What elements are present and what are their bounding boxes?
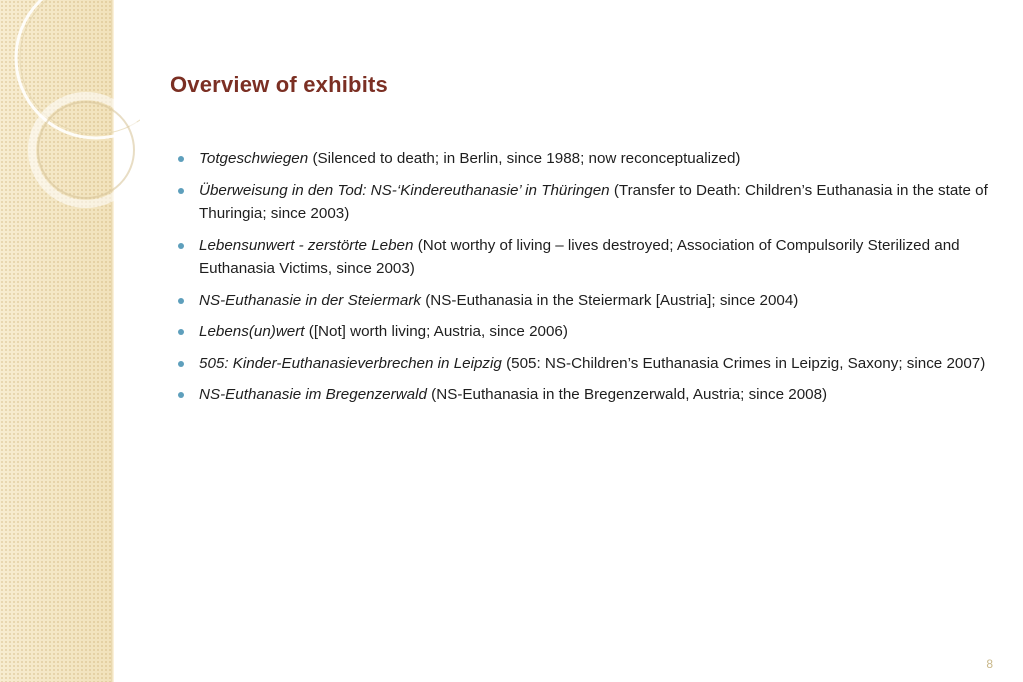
exhibit-description: (Not worthy of living – lives destroyed; Association of Compulsorily Sterilized and Euthanasia Victims, since 2003) (199, 236, 960, 277)
bullet-dot-icon (178, 329, 184, 335)
exhibit-title: Lebensunwert - zerstörte Leben (199, 236, 414, 254)
bullet-item (178, 383, 998, 407)
exhibit-list (178, 147, 998, 407)
exhibit-description: (NS-Euthanasia in the Bregenzerwald, Austria; since 2008) (431, 386, 828, 403)
bullet-item (178, 320, 998, 344)
exhibit-description: (Transfer to Death: Children’s Euthanasia in the state of Thuringia; since 2003) (199, 181, 988, 222)
exhibit-title: NS-Euthanasie in der Steiermark (199, 291, 422, 309)
exhibit-description: (Silenced to death; in Berlin, since 1988; now reconceptualized) (312, 150, 741, 167)
exhibit-title: NS-Euthanasie im Bregenzerwald (199, 386, 427, 403)
bullet-item (178, 289, 998, 313)
bullet-dot-icon (178, 243, 184, 249)
exhibit-title: 505: Kinder-Euthanasieverbrechen in Leipzig (199, 354, 502, 372)
bullet-item (178, 179, 998, 226)
bullet-item (178, 352, 998, 376)
bullet-dot-icon (178, 392, 184, 398)
bullet-item (178, 147, 998, 171)
bullet-item (178, 234, 998, 281)
exhibit-title: Totgeschwiegen (199, 150, 309, 167)
exhibit-description: (505: NS-Children’s Euthanasia Crimes in Leipzig, Saxony; since 2007) (506, 354, 986, 372)
exhibit-description: (NS-Euthanasia in the Steiermark [Austria]; since 2004) (425, 291, 799, 309)
slide-title: Overview of exhibits (170, 72, 388, 97)
bullet-dot-icon (178, 298, 184, 304)
page-number: 8 (986, 657, 993, 671)
bullet-dot-icon (178, 156, 184, 162)
decorative-circles (0, 0, 140, 240)
bullet-dot-icon (178, 188, 184, 194)
bullet-dot-icon (178, 361, 184, 367)
exhibit-title: Lebens(un)wert (199, 323, 305, 340)
exhibit-title: Überweisung in den Tod: NS-‘Kindereuthanasie’ in Thüringen (199, 181, 610, 199)
slide-content (178, 147, 998, 415)
exhibit-description: ([Not] worth living; Austria, since 2006) (308, 323, 568, 340)
